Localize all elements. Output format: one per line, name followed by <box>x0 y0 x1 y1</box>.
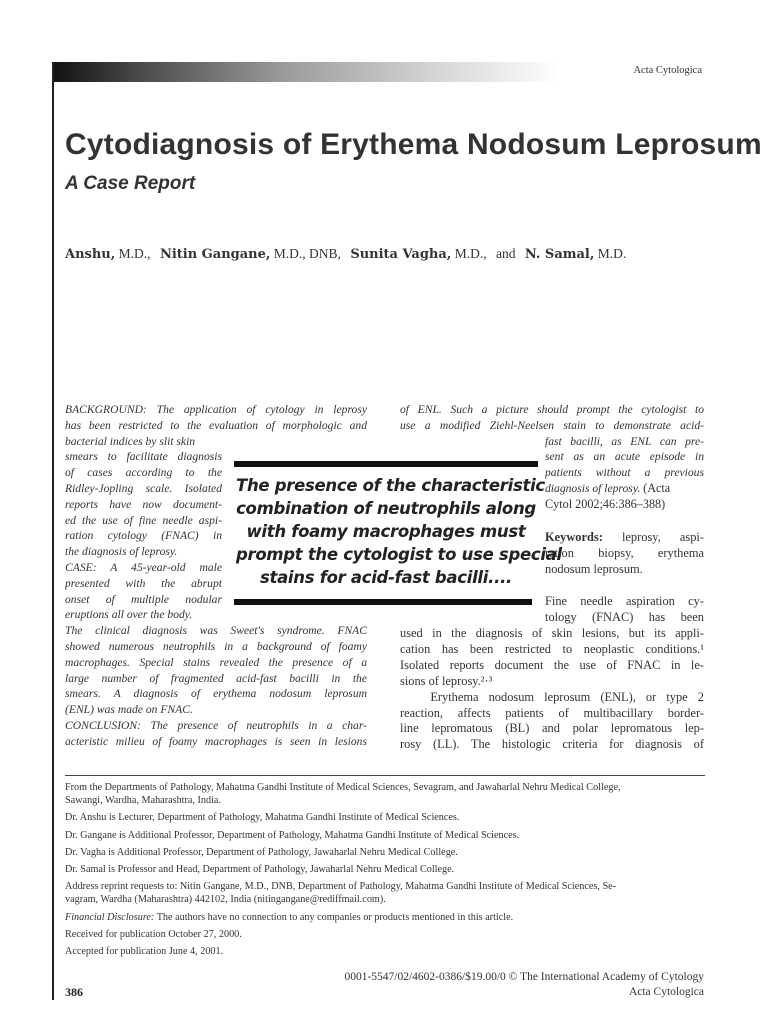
keywords <box>545 530 704 578</box>
abstract-line: of cases according to the <box>65 466 222 480</box>
body-line: line lepromatous (BL) and polar lepromatous lep- <box>400 721 704 736</box>
body-line: sions of leprosy.²·³ <box>400 673 493 688</box>
footnote-vagha: Dr. Vagha is Additional Professor, Department of Pathology, Jawaharlal Nehru Medical College. <box>65 846 458 858</box>
abstract-line: CONCLUSION: The presence of neutrophils in a char- <box>65 718 367 732</box>
footnote-line: From the Departments of Pathology, Mahatma Gandhi Institute of Medical Sciences, Sevagram, and Jawaharlal Nehru Medical College, <box>65 782 621 793</box>
abstract-line: smears. A diagnosis of erythema nodosum leprosum <box>65 687 367 701</box>
abstract-line: sent as an acute episode in <box>545 450 704 464</box>
abstract-line: eruptions all over the body. <box>65 608 193 622</box>
body-line: Fine needle aspiration cy- <box>545 594 704 608</box>
body-text-main <box>400 626 704 753</box>
pullquote-line: The presence of the characteristic <box>236 476 545 495</box>
abstract-line: BACKGROUND: The application of cytology in leprosy <box>65 403 367 416</box>
body-line: rosy (LL). The histologic criteria for diagnosis of <box>400 737 704 752</box>
footnote-line: Address reprint requests to: Nitin Gangane, M.D., DNB, Department of Pathology, Mahatma Gandhi Institute of Medical Sciences, Se- <box>65 881 617 893</box>
article-title: Cytodiagnosis of Erythema Nodosum Leprosum <box>65 128 762 161</box>
keywords-line: nodosum leprosum. <box>545 561 643 576</box>
body-line: reaction, affects patients of multibacillary border- <box>400 705 704 720</box>
abstract-line: onset of multiple nodular <box>65 592 222 606</box>
footnote-received: Received for publication October 27, 2000. <box>65 928 242 940</box>
pullquote-line: with foamy macrophages must <box>246 522 526 541</box>
footnote-address <box>65 880 705 906</box>
abstract-right-top <box>400 402 704 434</box>
keywords-label: Keywords: <box>545 530 603 544</box>
author-conjunction: and <box>495 246 516 261</box>
abstract-line: ration cytology (FNAC) in <box>65 529 222 543</box>
body-line: used in the diagnosis of skin lesions, but its appli- <box>400 626 704 640</box>
left-margin-rule <box>52 62 54 1000</box>
abstract-line: ed the use of fine needle aspi- <box>65 513 222 527</box>
abstract-line: of ENL. Such a picture should prompt the cytologist to <box>400 403 704 416</box>
keywords-line <box>545 530 704 546</box>
abstract-line: has been restricted to the evaluation of morphologic and <box>65 418 367 432</box>
pullquote-top-rule <box>234 461 538 467</box>
pullquote-bottom-rule <box>234 599 532 605</box>
abstract-line: showed numerous neutrophils in a background of foamy <box>65 639 367 653</box>
abstract-line: diagnosis of leprosy. <box>545 482 641 495</box>
abstract-line: presented with the abrupt <box>65 576 222 590</box>
financial-text: The authors have no connection to any companies or products mentioned in this article. <box>154 911 514 923</box>
abstract-right-wrap <box>545 434 704 481</box>
abstract-line: the diagnosis of leprosy. <box>65 545 178 559</box>
footnote-departments <box>65 781 705 807</box>
body-line: cation has been restricted to neoplastic conditions.¹ <box>400 641 704 656</box>
abstract-line: acteristic milieu of foamy macrophages is seen in lesions <box>65 734 367 748</box>
footnote-line: Sawangi, Wardha, Maharashtra, India. <box>65 795 221 807</box>
footnote-financial <box>65 911 705 924</box>
footnotes <box>65 781 705 962</box>
copyright-block <box>344 970 704 1000</box>
journal-name-header: Acta Cytologica <box>633 65 702 76</box>
pullquote-line: prompt the cytologist to use special <box>236 545 562 564</box>
abstract-left-top <box>65 402 367 449</box>
article-subtitle: A Case Report <box>65 173 196 194</box>
body-text-wrap <box>545 594 704 626</box>
copyright-line: 0001-5547/02/4602-0386/$19.00/0 © The International Academy of Cytology <box>344 971 704 983</box>
body-line: Isolated reports document the use of FNAC in le- <box>400 657 704 672</box>
abstract-line: fast bacilli, as ENL can pre- <box>545 434 704 448</box>
keywords-line: ration biopsy, erythema <box>545 545 704 560</box>
footnote-gangane: Dr. Gangane is Additional Professor, Department of Pathology, Mahatma Gandhi Institute of Medical Sciences. <box>65 829 520 841</box>
footnote-divider <box>65 775 705 776</box>
body-line: tology (FNAC) has been <box>545 609 704 624</box>
abstract-line: The clinical diagnosis was Sweet's syndrome. FNAC <box>65 624 367 638</box>
author-degree: M.D., <box>118 246 151 261</box>
abstract-line: reports have now document- <box>65 497 222 511</box>
abstract-left-wrap <box>65 449 222 623</box>
author-degree: M.D., <box>454 246 487 261</box>
abstract-line: CASE: A 45-year-old male <box>65 560 222 574</box>
author-degree: M.D. <box>597 246 627 261</box>
abstract-line: large number of fragmented acid-fast bacilli in the <box>65 671 367 685</box>
abstract-line: use a modified Ziehl-Neelsen stain to demonstrate acid- <box>400 418 704 432</box>
body-line: Erythema nodosum leprosum (ENL), or type 2 <box>400 689 704 704</box>
page-number: 386 <box>65 985 83 999</box>
financial-label: Financial Disclosure: <box>65 911 155 923</box>
citation: (Acta <box>643 481 671 495</box>
abstract-line: macrophages. Special stains revealed the presence of a <box>65 655 367 669</box>
footnote-anshu: Dr. Anshu is Lecturer, Department of Pathology, Mahatma Gandhi Institute of Medical Sciences. <box>65 812 460 824</box>
pullquote <box>236 474 562 589</box>
author-name: Sunita Vagha, <box>350 247 452 262</box>
author-name: Nitin Gangane, <box>159 247 271 262</box>
author-name: N. Samal, <box>524 247 595 262</box>
abstract-line: smears to facilitate diagnosis <box>65 450 222 464</box>
abstract-left-bottom <box>65 623 367 749</box>
abstract-final-line <box>545 481 704 497</box>
author-list <box>65 246 626 262</box>
footnote-accepted: Accepted for publication June 4, 2001. <box>65 946 224 958</box>
abstract-line: Ridley-Jopling scale. Isolated <box>65 481 222 495</box>
footnote-line: vagram, Wardha (Maharashtra) 442102, India (nitingangane@rediffmail.com). <box>65 894 386 906</box>
journal-name-footer: Acta Cytologica <box>628 986 704 998</box>
citation-line: Cytol 2002;46:386–388) <box>545 497 666 511</box>
author-name: Anshu, <box>65 247 116 262</box>
keywords-text: leprosy, aspi- <box>621 530 704 544</box>
footnote-samal: Dr. Samal is Professor and Head, Department of Pathology, Jawaharlal Nehru Medical College. <box>65 864 455 876</box>
author-degree: M.D., DNB, <box>273 246 341 261</box>
pullquote-line: stains for acid-fast bacilli.... <box>259 568 513 587</box>
header-gradient-bar <box>52 62 704 82</box>
pullquote-line: combination of neutrophils along <box>236 499 536 518</box>
abstract-line: patients without a previous <box>545 466 704 480</box>
abstract-line: bacterial indices by slit skin <box>65 434 196 448</box>
abstract-line: (ENL) was made on FNAC. <box>65 703 193 717</box>
